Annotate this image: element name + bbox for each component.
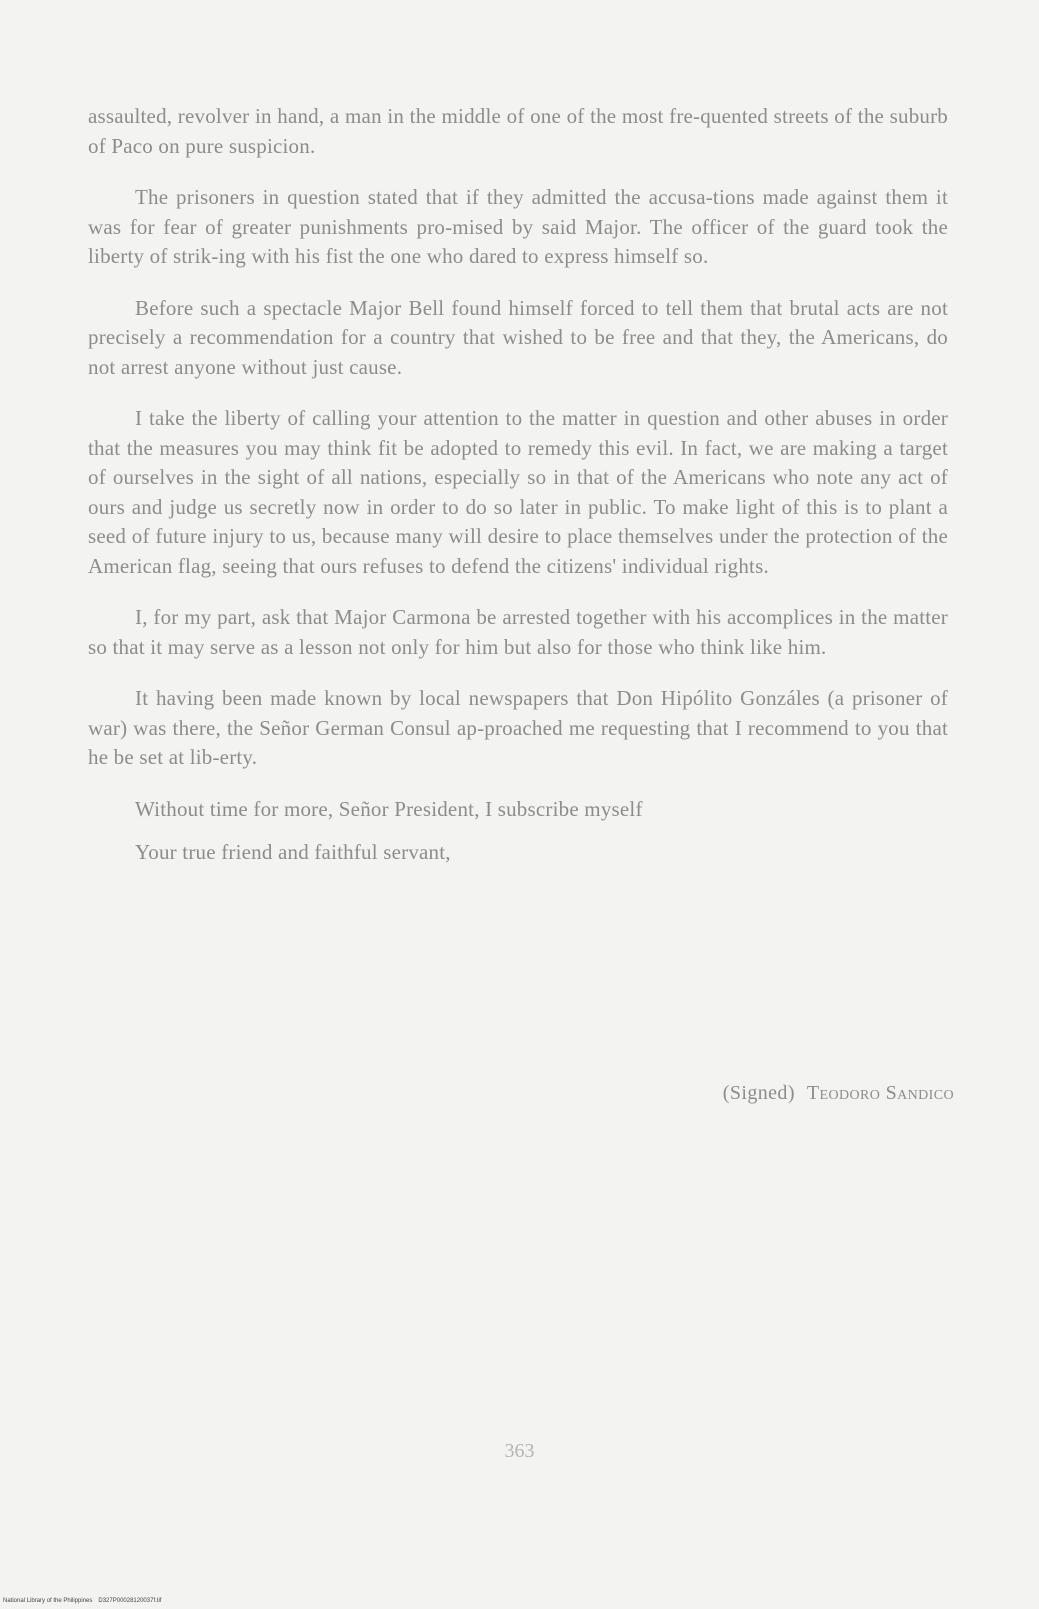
footer-file-id: D327P00028120037f.tif [98,1598,162,1604]
paragraph-4: I take the liberty of calling your attention to the matter in question and other abuses in order that the measures you may think fit be adopted to remedy this evil. In fact, we are making a target of ourselves in the sight of all nations, especially so in that of the Americans who note any act of ours and judge us secretly now in order to do so later in public. To make light of this is to plant a seed of future injury to us, because many will desire to place themselves under the protection of the American flag, seeing that ours refuses to defend the citizens' individual rights. [88,406,948,578]
signature [723,1082,954,1105]
page-number: 363 [504,1440,535,1462]
paragraph-6: It having been made known by local newspapers that Don Hipólito Gonzáles (a prisoner of war) was there, the Señor German Consul ap-proached me requesting that I recommend to you that he be set at lib-erty. [88,686,948,769]
paragraph-5: I, for my part, ask that Major Carmona be arrested together with his accomplices in the matter so that it may serve as a lesson not only for him but also for those who think like him. [88,605,948,659]
signature-prefix: (Signed) [722,1082,795,1104]
letter-body [88,102,948,882]
closing-line-1: Without time for more, Señor President, I subscribe myself [135,796,643,821]
signatory-name: Teodoro Sandico [806,1082,954,1104]
closing-line-2: Your true friend and faithful servant, [135,840,451,864]
archive-footer [3,1598,161,1604]
paragraph-1: assaulted, revolver in hand, a man in the middle of one of the most fre-quented streets of the suburb of Paco on pure suspicion. [88,104,948,158]
paragraph-3: Before such a spectacle Major Bell found himself forced to tell them that brutal acts are not precisely a recommendation for a country that wished to be free and that they, the Americans, do not arrest anyone without just cause. [88,295,948,379]
paragraph-2: The prisoners in question stated that if they admitted the accusa-tions made against them it was for fear of greater punishments pro-mised by said Major. The officer of the guard took the liberty of strik-ing with his fist the one who dared to express himself so. [88,185,948,268]
footer-library: National Library of the Philippines [3,1598,93,1604]
